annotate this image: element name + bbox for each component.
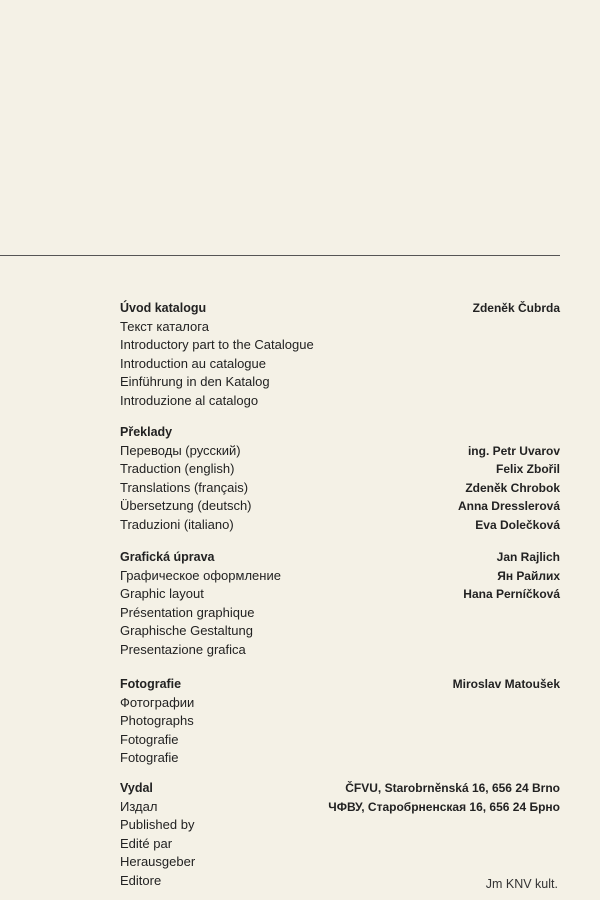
publisher-address: ЧФВУ, Старобрненская 16, 656 24 Брно	[328, 799, 560, 814]
label-line: Графическое оформление	[120, 567, 281, 583]
label-line: Einführung in den Katalog	[120, 374, 270, 389]
label-line: Presentazione grafica	[120, 641, 246, 657]
label-line: Übersetzung (deutsch)	[120, 498, 252, 513]
section-credits	[453, 675, 560, 694]
credit-name: Felix Zbořil	[495, 462, 560, 476]
label-line: Фотографии	[120, 694, 195, 710]
label-line: Introduzione al catalogo	[120, 392, 259, 408]
section-credits	[463, 548, 560, 604]
section-credits	[473, 299, 560, 318]
section-labels	[120, 548, 281, 659]
section-heading: Grafická úprava	[120, 550, 215, 564]
section-heading: Překlady	[120, 425, 173, 439]
label-line: Graphic layout	[120, 586, 204, 601]
section-labels	[120, 299, 314, 410]
label-line: Traduction (english)	[120, 461, 235, 476]
label-line: Fotografie	[120, 731, 179, 747]
label-line: Editore	[120, 872, 162, 888]
footer-note: Jm KNV kult.	[485, 877, 558, 891]
label-line: Published by	[120, 817, 195, 832]
credit-name: Jan Rajlich	[496, 550, 560, 564]
label-line: Photographs	[120, 713, 194, 728]
section-heading: Vydal	[120, 781, 153, 795]
credit-name: Anna Dresslerová	[457, 499, 560, 513]
credit-name: Eva Dolečková	[475, 517, 560, 532]
section-credits	[328, 779, 560, 816]
section-heading: Fotografie	[120, 677, 182, 691]
publisher-address: ČFVU, Starobrněnská 16, 656 24 Brno	[345, 781, 560, 795]
label-line: Edité par	[120, 835, 173, 851]
credit-name: Zdeněk Čubrda	[472, 301, 560, 315]
section-labels	[120, 423, 252, 534]
label-line: Traduzioni (italiano)	[120, 516, 234, 532]
label-line: Fotografie	[120, 750, 179, 765]
section-labels	[120, 675, 194, 768]
label-line: Текст каталога	[120, 318, 209, 334]
label-line: Переводы (русский)	[120, 442, 241, 458]
credit-name: Miroslav Matoušek	[452, 677, 560, 691]
credit-name: Zdeněk Chrobok	[465, 480, 560, 495]
label-line: Introductory part to the Catalogue	[120, 337, 314, 352]
horizontal-rule	[0, 255, 560, 256]
label-line: Graphische Gestaltung	[120, 623, 253, 638]
label-line: Издал	[120, 798, 158, 814]
credit-name: Ян Райлих	[497, 568, 560, 583]
label-line: Translations (français)	[120, 479, 249, 495]
credit-name: ing. Petr Uvarov	[467, 443, 560, 458]
credit-name: Hana Perníčková	[463, 587, 560, 601]
label-line: Présentation graphique	[120, 604, 255, 620]
section-heading: Úvod katalogu	[120, 301, 207, 315]
section-labels	[120, 779, 195, 890]
label-line: Herausgeber	[120, 854, 196, 869]
label-line: Introduction au catalogue	[120, 355, 266, 371]
section-credits	[458, 442, 560, 535]
